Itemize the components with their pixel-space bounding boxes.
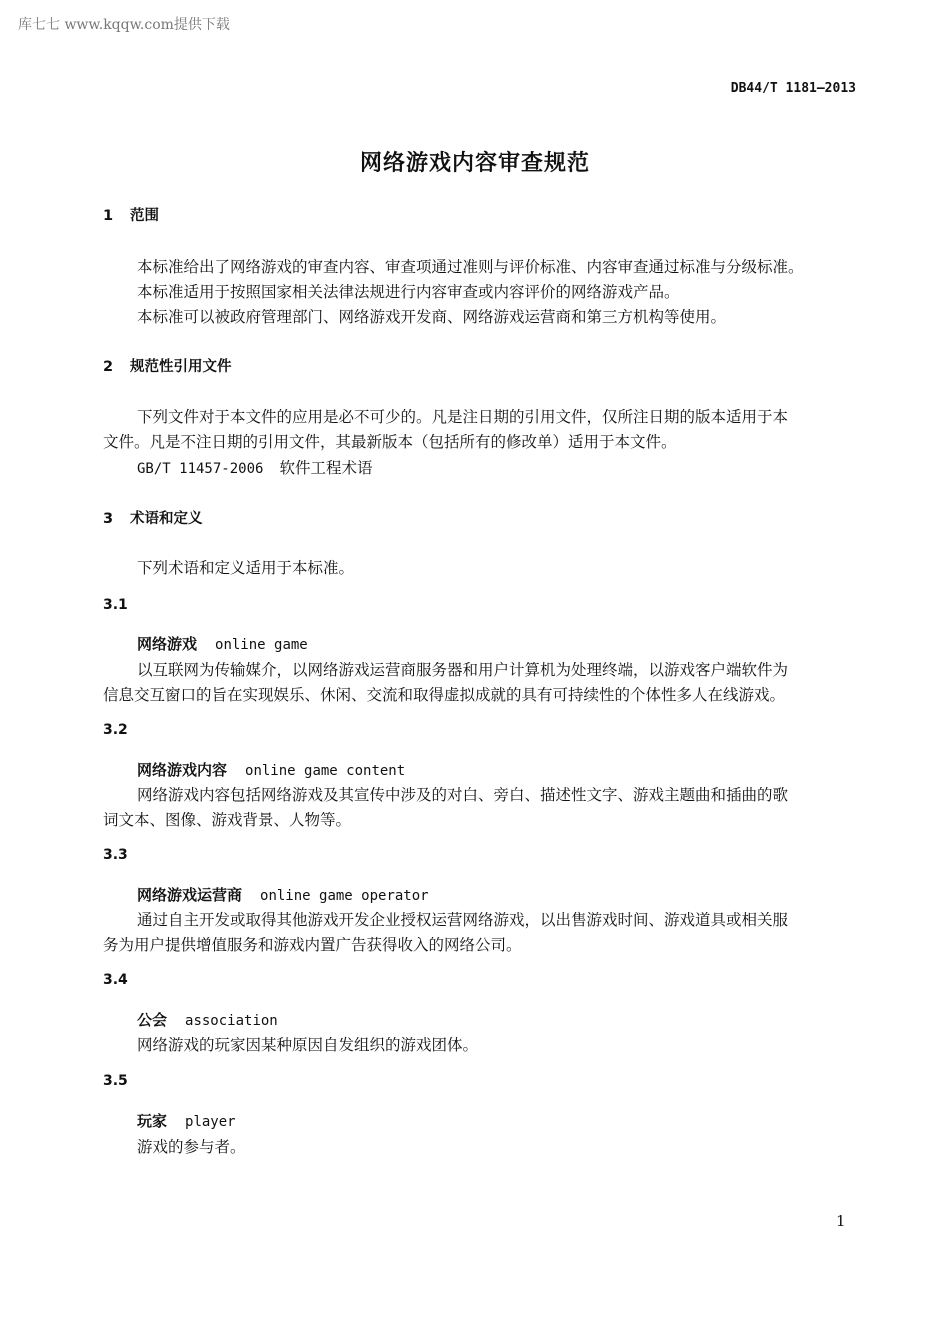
paragraph-line: 文件。凡是不注日期的引用文件，其最新版本（包括所有的修改单）适用于本文件。 <box>103 433 677 451</box>
section-heading-3 <box>103 507 203 528</box>
definition-line: 通过自主开发或取得其他游戏开发企业授权运营网络游戏，以出售游戏时间、游戏道具或相关服 <box>137 911 789 929</box>
term-heading <box>137 1009 278 1030</box>
term-name-en: online game content <box>245 763 406 779</box>
term-name-zh: 网络游戏 <box>137 635 198 653</box>
paragraph: 本标准适用于按照国家相关法律法规进行内容审查或内容评价的网络游戏产品。 <box>137 283 680 301</box>
term-name-zh: 网络游戏内容 <box>137 761 228 779</box>
standard-code: DB44/T 1181—2013 <box>730 81 856 96</box>
definition-line: 务为用户提供增值服务和游戏内置广告获得收入的网络公司。 <box>103 936 522 954</box>
paragraph: 本标准可以被政府管理部门、网络游戏开发商、网络游戏运营商和第三方机构等使用。 <box>137 308 727 326</box>
reference-title: 软件工程术语 <box>279 459 373 477</box>
section-number: 2 <box>103 359 114 375</box>
term-name-zh: 玩家 <box>137 1112 168 1130</box>
term-number: 3.1 <box>103 597 128 613</box>
definition-line: 网络游戏的玩家因某种原因自发组织的游戏团体。 <box>137 1036 479 1054</box>
term-name-en: online game <box>215 637 308 653</box>
section-title: 范围 <box>130 208 159 224</box>
section-title: 术语和定义 <box>130 511 203 527</box>
section-title: 规范性引用文件 <box>130 359 232 375</box>
definition-line: 信息交互窗口的旨在实现娱乐、休闲、交流和取得虚拟成就的具有可持续性的个体性多人在线游戏。 <box>103 686 786 704</box>
term-name-en: association <box>185 1013 278 1029</box>
term-number: 3.3 <box>103 847 128 863</box>
reference-code: GB/T 11457-2006 <box>137 461 264 477</box>
section-heading-2 <box>103 355 232 376</box>
term-name-en: online game operator <box>260 888 429 904</box>
term-number: 3.4 <box>103 972 128 988</box>
watermark-text: 库七七 www.kqqw.com提供下载 <box>18 17 230 33</box>
section-number: 1 <box>103 208 114 224</box>
term-name-zh: 公会 <box>137 1011 168 1029</box>
term-number: 3.5 <box>103 1073 128 1089</box>
paragraph: 下列术语和定义适用于本标准。 <box>137 559 355 577</box>
term-number: 3.2 <box>103 722 128 738</box>
term-heading <box>137 633 308 654</box>
term-heading <box>137 1110 236 1131</box>
paragraph: 本标准给出了网络游戏的审查内容、审查项通过准则与评价标准、内容审查通过标准与分级标准。 <box>137 258 804 276</box>
definition-line: 游戏的参与者。 <box>137 1138 246 1156</box>
definition-line: 以互联网为传输媒介，以网络游戏运营商服务器和用户计算机为处理终端，以游戏客户端软件为 <box>137 661 789 679</box>
term-heading <box>137 884 429 905</box>
section-heading-1 <box>103 204 159 225</box>
section-number: 3 <box>103 511 114 527</box>
reference-entry <box>137 456 372 478</box>
paragraph-line: 下列文件对于本文件的应用是必不可少的。凡是注日期的引用文件，仅所注日期的版本适用于本 <box>137 408 789 426</box>
page-title: 网络游戏内容审查规范 <box>359 151 590 176</box>
term-name-zh: 网络游戏运营商 <box>137 886 243 904</box>
definition-line: 网络游戏内容包括网络游戏及其宣传中涉及的对白、旁白、描述性文字、游戏主题曲和插曲的歌 <box>137 786 789 804</box>
page-number: 1 <box>836 1212 846 1230</box>
definition-line: 词文本、图像、游戏背景、人物等。 <box>103 811 352 829</box>
term-heading <box>137 759 405 780</box>
term-name-en: player <box>185 1114 236 1130</box>
